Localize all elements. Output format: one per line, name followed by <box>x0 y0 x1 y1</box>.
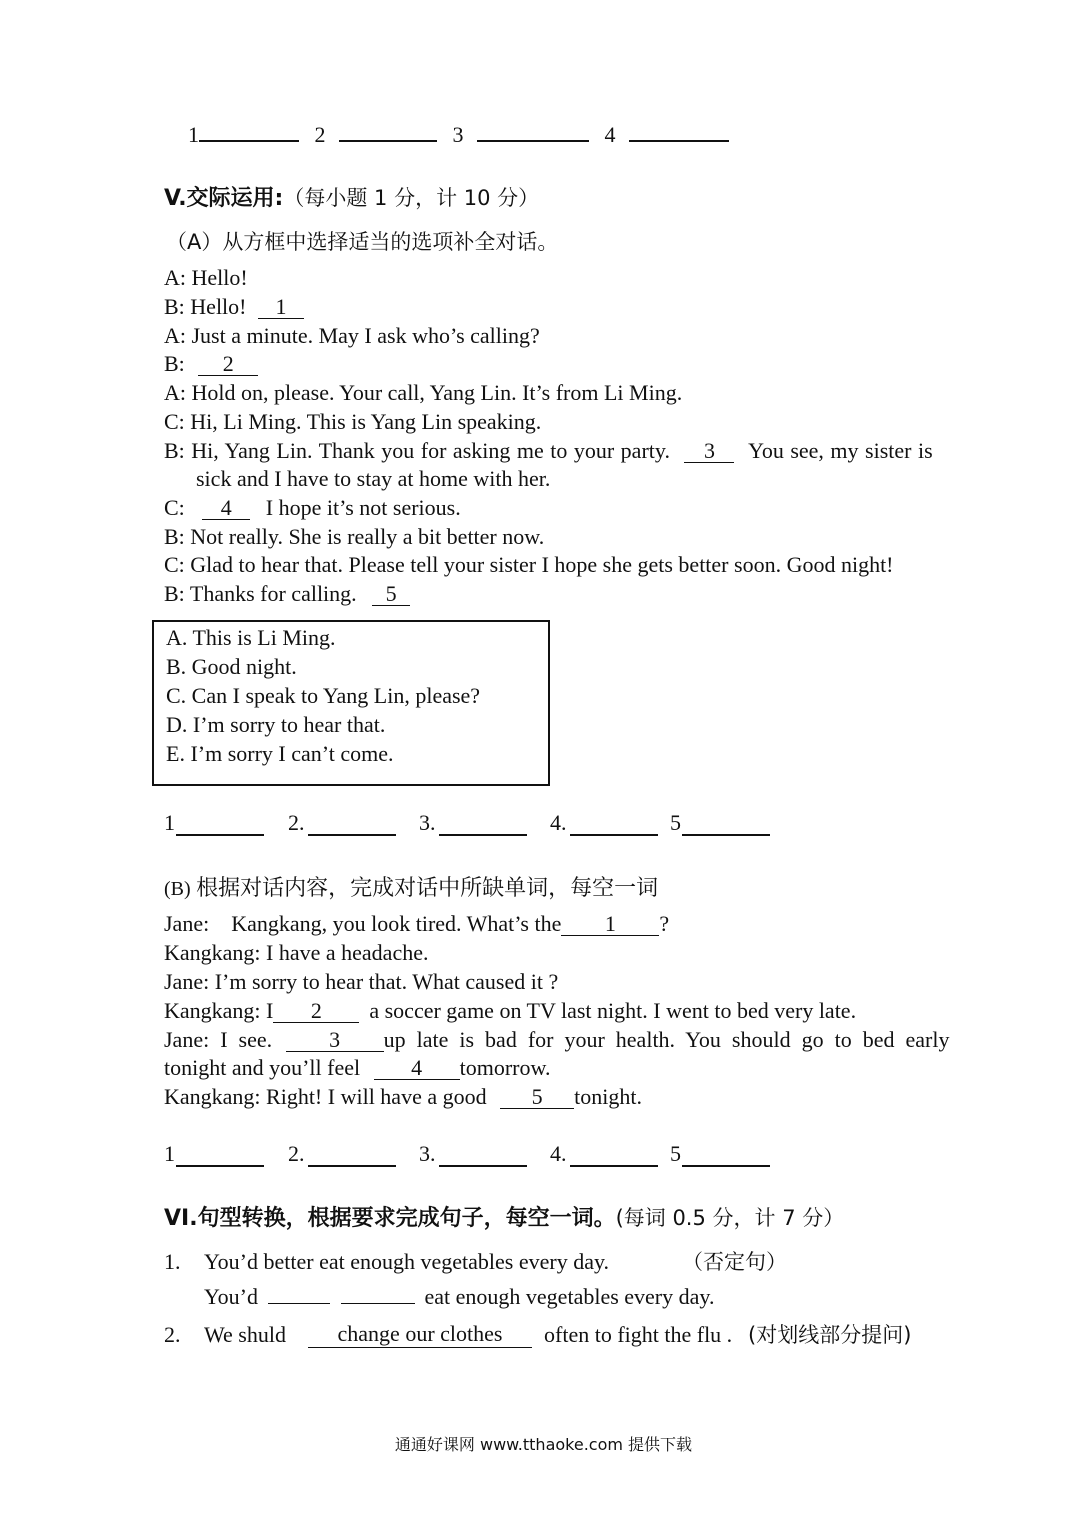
dialogue-line <box>164 494 461 522</box>
dialogue-b-line <box>164 910 669 938</box>
answer-number: 4. <box>550 810 567 835</box>
dialogue-b-line <box>164 1026 949 1054</box>
options-box <box>152 620 550 786</box>
answer-number: 1 <box>164 1141 175 1166</box>
answer-number: 2. <box>288 1141 305 1166</box>
dialogue-text: I hope it’s not serious. <box>265 495 461 520</box>
section-5-heading <box>164 184 539 213</box>
answer-blank[interactable] <box>308 1145 396 1167</box>
question-number: 1. <box>164 1249 181 1274</box>
dialogue-line <box>164 293 304 321</box>
answer-blank[interactable] <box>176 1145 264 1167</box>
dialogue-text: tonight and you’ll feel <box>164 1055 361 1080</box>
dialogue-blank[interactable]: 2 <box>198 353 258 376</box>
answer-blank[interactable] <box>308 814 396 836</box>
answer-blank[interactable] <box>682 1145 770 1167</box>
dialogue-blank[interactable]: 4 <box>374 1057 460 1080</box>
part-b-prefix: (B) <box>164 878 191 900</box>
dialogue-blank[interactable]: 1 <box>561 913 659 936</box>
dialogue-line: A: Hold on, please. Your call, Yang Lin. It’s from Li Ming. <box>164 380 683 405</box>
dialogue-text: Jane: I see. <box>164 1027 273 1052</box>
answer-blank[interactable] <box>341 1283 415 1304</box>
answer-number: 1 <box>164 810 175 835</box>
dialogue-text: tonight. <box>574 1084 642 1109</box>
answer-number: 2. <box>288 810 305 835</box>
question-number: 2. <box>164 1322 181 1347</box>
answer-number: 5 <box>670 1141 681 1166</box>
answer-number: 3 <box>452 122 464 147</box>
answer-blank[interactable] <box>439 1145 527 1167</box>
dialogue-text: C: <box>164 495 185 520</box>
answer-number: 5 <box>670 810 681 835</box>
part-b-title <box>164 874 658 903</box>
dialogue-line: B: Not really. She is really a bit better now. <box>164 524 545 549</box>
dialogue-text: B: Hello! <box>164 294 247 319</box>
dialogue-line: A: Just a minute. May I ask who’s calling? <box>164 323 540 348</box>
answer-blank[interactable] <box>339 120 437 142</box>
dialogue-line <box>164 580 410 608</box>
question-1-answer-line <box>204 1283 714 1311</box>
section-title: V.交际运用: <box>164 186 284 211</box>
dialogue-line: sick and I have to stay at home with her. <box>196 466 551 491</box>
dialogue-text: up late is bad for your health. You should go to bed early <box>383 1027 950 1052</box>
answer-number: 4 <box>604 122 616 147</box>
top-answer-line <box>188 120 729 149</box>
dialogue-text: B: Hi, Yang Lin. Thank you for asking me to your party. <box>164 438 670 463</box>
dialogue-line: C: Hi, Li Ming. This is Yang Lin speaking. <box>164 409 542 434</box>
answer-blank[interactable] <box>570 814 658 836</box>
answer-blank[interactable] <box>176 814 264 836</box>
option-item: B. Good night. <box>166 654 297 679</box>
question-2 <box>164 1321 912 1349</box>
dialogue-text: a soccer game on TV last night. I went to bed very late. <box>369 998 857 1023</box>
underlined-phrase: change our clothes <box>308 1321 532 1348</box>
dialogue-text: Kangkang: I <box>164 998 274 1023</box>
dialogue-blank[interactable]: 4 <box>202 497 250 520</box>
dialogue-b-line <box>164 1083 642 1111</box>
section-title: VI.句型转换，根据要求完成句子，每空一词。 <box>164 1206 616 1231</box>
question-note: （否定句） <box>682 1250 787 1274</box>
dialogue-line <box>164 437 933 465</box>
dialogue-b-line: Jane: I’m sorry to hear that. What caused it ? <box>164 969 559 994</box>
question-note: (对划线部分提问) <box>748 1323 912 1347</box>
question-text: You’d better eat enough vegetables every day. <box>204 1249 610 1274</box>
dialogue-text: ? <box>659 911 670 936</box>
answer-number: 3. <box>419 810 436 835</box>
dialogue-blank[interactable]: 2 <box>273 1000 359 1023</box>
dialogue-line: C: Glad to hear that. Please tell your sister I hope she gets better soon. Good night! <box>164 552 894 577</box>
answer-blank[interactable] <box>570 1145 658 1167</box>
dialogue-blank[interactable]: 3 <box>684 440 734 463</box>
dialogue-text: Kangkang: Right! I will have a good <box>164 1084 487 1109</box>
dialogue-text: You see, my sister is <box>748 438 933 463</box>
part-a-title: （A）从方框中选择适当的选项补全对话。 <box>166 230 559 254</box>
answer-blank[interactable] <box>629 120 729 142</box>
answer-blank[interactable] <box>477 120 589 142</box>
dialogue-b-line <box>164 1054 550 1082</box>
dialogue-text: B: Thanks for calling. <box>164 581 357 606</box>
dialogue-blank[interactable]: 3 <box>286 1029 384 1052</box>
answer-number: 4. <box>550 1141 567 1166</box>
question-text: eat enough vegetables every day. <box>424 1284 715 1309</box>
section-score: （每小题 1 分，计 10 分） <box>283 186 540 210</box>
question-text: often to fight the flu . <box>544 1322 733 1347</box>
section-6-heading <box>164 1204 844 1233</box>
answer-number: 2 <box>314 122 326 147</box>
answer-blank[interactable] <box>199 120 299 142</box>
answer-number: 1 <box>188 122 199 147</box>
dialogue-b-line: Kangkang: I have a headache. <box>164 940 429 965</box>
option-item: A. This is Li Ming. <box>166 625 336 650</box>
answer-blank[interactable] <box>682 814 770 836</box>
part-b-text: 根据对话内容，完成对话中所缺单词，每空一词 <box>196 876 659 901</box>
dialogue-line <box>164 350 258 378</box>
answer-number: 3. <box>419 1141 436 1166</box>
option-item: D. I’m sorry to hear that. <box>166 712 386 737</box>
dialogue-blank[interactable]: 1 <box>258 296 304 319</box>
dialogue-blank[interactable]: 5 <box>372 583 410 606</box>
dialogue-text: Jane: Kangkang, you look tired. What’s the <box>164 911 562 936</box>
dialogue-text: B: <box>164 351 185 376</box>
dialogue-line: A: Hello! <box>164 265 248 290</box>
dialogue-b-line <box>164 997 856 1025</box>
answer-blank[interactable] <box>268 1283 330 1304</box>
dialogue-blank[interactable]: 5 <box>500 1086 574 1109</box>
dialogue-text: tomorrow. <box>459 1055 551 1080</box>
question-text: We shuld <box>204 1322 286 1347</box>
question-text: You’d <box>204 1284 259 1309</box>
answer-blank[interactable] <box>439 814 527 836</box>
footer: 通通好课网 www.tthaoke.com 提供下载 <box>394 1435 693 1454</box>
option-item: E. I’m sorry I can’t come. <box>166 741 394 766</box>
section-score: (每词 0.5 分，计 7 分） <box>615 1206 845 1230</box>
option-item: C. Can I speak to Yang Lin, please? <box>166 683 481 708</box>
question-1 <box>164 1248 787 1276</box>
